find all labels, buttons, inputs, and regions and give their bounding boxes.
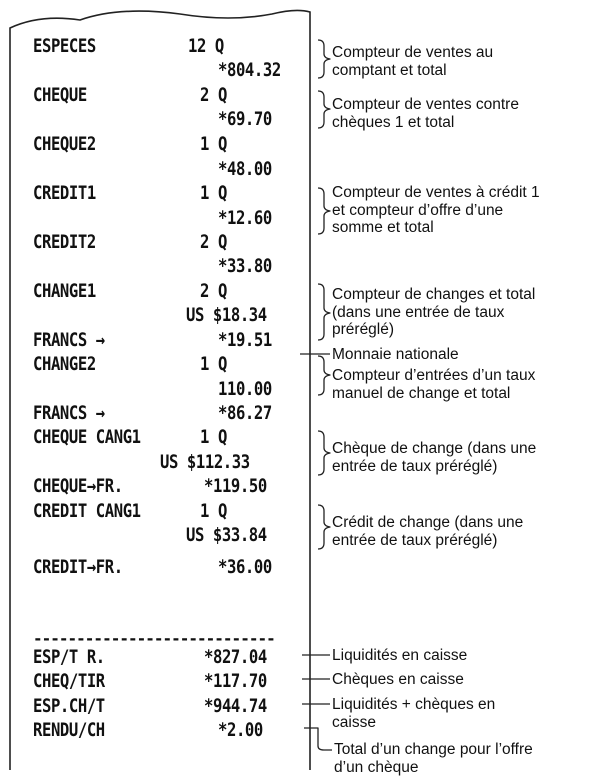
receipt-line-credit-cang1-label: CREDIT CANG1 bbox=[33, 500, 141, 522]
annotation-cheques-caisse: Chèques en caisse bbox=[332, 671, 464, 688]
receipt-line-credit1-count: 1 Q bbox=[200, 182, 227, 204]
receipt-line-cheque-cang1-count: 1 Q bbox=[200, 426, 227, 448]
receipt-line-cheque-cang1-label: CHEQUE CANG1 bbox=[33, 426, 141, 448]
receipt-line-cheque-cang1-amount: US $112.33 bbox=[160, 451, 250, 473]
receipt-line-cheque-fr-amount: *119.50 bbox=[204, 475, 267, 497]
receipt-total-esp-amount: *827.04 bbox=[204, 646, 267, 668]
annotation-change2: Compteur d’entrées d’un taux manuel de change et total bbox=[332, 367, 536, 402]
receipt-line-cheque2-label: CHEQUE2 bbox=[33, 133, 96, 155]
receipt-line-credit-cang1-amount: US $33.84 bbox=[186, 524, 267, 546]
receipt-total-espch-amount: *944.74 bbox=[204, 695, 267, 717]
brace-cheque bbox=[318, 91, 330, 128]
receipt-line-cheque-amount: *69.70 bbox=[218, 108, 272, 130]
annotation-change1: Compteur de changes et total (dans une entrée de taux préréglé) bbox=[332, 286, 536, 338]
receipt-line-change2-count: 1 Q bbox=[200, 353, 227, 375]
receipt-total-rendu-label: RENDU/CH bbox=[33, 719, 105, 741]
brace-change1 bbox=[318, 284, 330, 340]
receipt-line-credit1-amount: *12.60 bbox=[218, 207, 272, 229]
receipt-line-francs1-amount: *19.51 bbox=[218, 329, 272, 351]
receipt-line-cheque-count: 2 Q bbox=[200, 84, 227, 106]
annotation-credit-cang1: Crédit de change (dans une entrée de taux préréglé) bbox=[332, 514, 524, 549]
receipt-line-francs2-label: FRANCS → bbox=[33, 402, 105, 424]
receipt-line-credit2-amount: *33.80 bbox=[218, 255, 272, 277]
receipt-line-credit2-label: CREDIT2 bbox=[33, 231, 96, 253]
receipt-total-esp-label: ESP/T R. bbox=[33, 646, 105, 668]
annotation-liquidites-cheques: Liquidités + chèques en caisse bbox=[332, 696, 496, 731]
brace-change2 bbox=[318, 356, 330, 395]
receipt-total-espch-label: ESP.CH/T bbox=[33, 695, 105, 717]
receipt-line-change1-label: CHANGE1 bbox=[33, 280, 96, 302]
receipt-total-cheq-label: CHEQ/TIR bbox=[33, 670, 105, 692]
receipt-line-especes-count: 12 Q bbox=[188, 35, 224, 57]
annotation-cheque-cang1: Chèque de change (dans une entrée de taux préréglé) bbox=[332, 440, 537, 475]
receipt-line-cheque-label: CHEQUE bbox=[33, 84, 87, 106]
annotation-liquidites: Liquidités en caisse bbox=[332, 647, 468, 664]
annotation-cheque: Compteur de ventes contre chèques 1 et total bbox=[332, 96, 519, 131]
brace-credit-cang1 bbox=[318, 505, 330, 549]
annotation-rendu: Total d’un change pour l’offre d’un chèque bbox=[334, 741, 533, 776]
receipt-separator: ---------------------------- bbox=[33, 629, 275, 648]
brace-cheque-cang1 bbox=[318, 431, 330, 475]
annotation-monnaie-nationale: Monnaie nationale bbox=[332, 346, 459, 363]
receipt-line-credit-cang1-count: 1 Q bbox=[200, 500, 227, 522]
brace-especes bbox=[318, 40, 330, 78]
receipt-line-francs2-amount: *86.27 bbox=[218, 402, 272, 424]
receipt-line-change1-amount: US $18.34 bbox=[186, 304, 267, 326]
receipt-line-credit1-label: CREDIT1 bbox=[33, 182, 96, 204]
brace-credit1 bbox=[318, 188, 330, 234]
receipt-line-change2-amount: 110.00 bbox=[218, 378, 272, 400]
leader-rendu bbox=[304, 728, 332, 750]
receipt-line-especes-label: ESPECES bbox=[33, 35, 96, 57]
receipt-line-credit-fr-label: CREDIT→FR. bbox=[33, 556, 123, 578]
receipt-line-francs1-label: FRANCS → bbox=[33, 329, 105, 351]
receipt-line-credit-fr-amount: *36.00 bbox=[218, 556, 272, 578]
receipt-line-cheque2-amount: *48.00 bbox=[218, 158, 272, 180]
annotation-credit1: Compteur de ventes à crédit 1 et compteur d’offre d’une somme et total bbox=[332, 184, 540, 236]
receipt-line-especes-amount: *804.32 bbox=[218, 59, 281, 81]
receipt-total-rendu-amount: *2.00 bbox=[218, 719, 263, 741]
annotation-especes: Compteur de ventes au comptant et total bbox=[332, 44, 494, 79]
receipt-line-cheque-fr-label: CHEQUE→FR. bbox=[33, 475, 123, 497]
receipt-total-cheq-amount: *117.70 bbox=[204, 670, 267, 692]
receipt-line-change2-label: CHANGE2 bbox=[33, 353, 96, 375]
receipt-line-cheque2-count: 1 Q bbox=[200, 133, 227, 155]
receipt-line-change1-count: 2 Q bbox=[200, 280, 227, 302]
receipt-line-credit2-count: 2 Q bbox=[200, 231, 227, 253]
